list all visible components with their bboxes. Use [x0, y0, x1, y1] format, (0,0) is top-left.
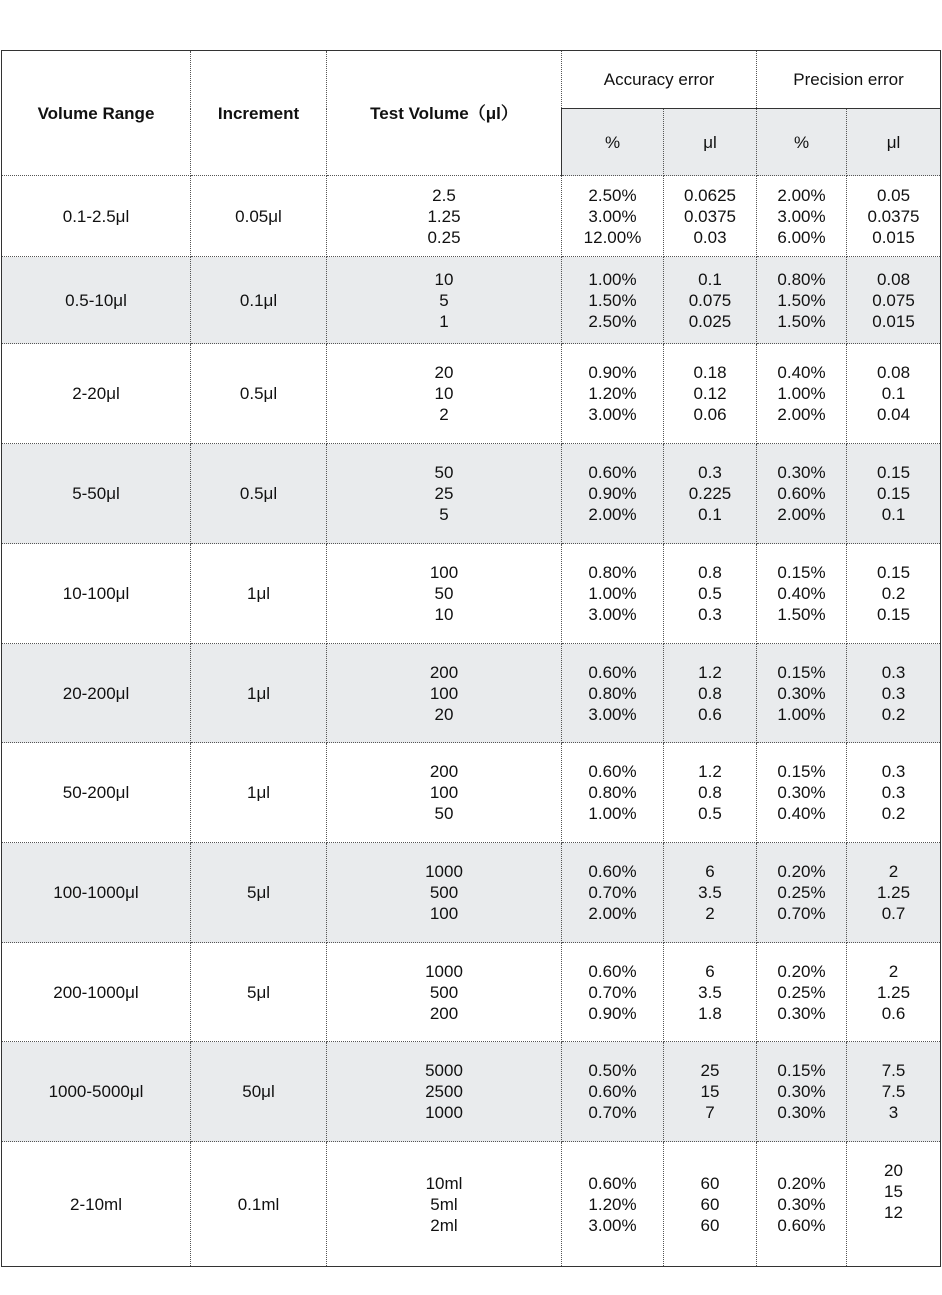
cell-precision-ul-line: 1.25 [876, 982, 911, 1002]
cell-volume-range: 2-10ml [2, 1142, 191, 1267]
cell-test-volume [327, 344, 562, 444]
cell-test-volume-line: 20 [434, 363, 454, 382]
cell-accuracy-percent-line: 0.60% [588, 1173, 637, 1193]
cell-precision-percent [757, 176, 847, 257]
cell-precision-ul-line: 0.3 [881, 662, 906, 682]
table-row [2, 257, 941, 344]
cell-precision-ul [847, 743, 941, 843]
cell-test-volume-line: 200 [429, 762, 459, 781]
cell-precision-percent-line: 1.00% [777, 704, 826, 724]
cell-test-volume [327, 544, 562, 644]
cell-accuracy-ul-line: 3.5 [698, 982, 722, 1002]
cell-accuracy-ul-line: 0.8 [698, 683, 722, 703]
table-row [2, 1142, 941, 1267]
cell-precision-percent-line: 0.40% [777, 804, 826, 823]
cell-test-volume-line: 100 [429, 683, 459, 703]
cell-precision-percent-line: 6.00% [777, 227, 826, 247]
cell-precision-ul [847, 843, 941, 943]
cell-precision-percent-line: 0.15% [777, 662, 826, 682]
cell-test-volume-line: 1000 [425, 862, 463, 881]
cell-accuracy-percent-line: 1.00% [588, 269, 637, 289]
header-precision-percent: % [757, 109, 847, 176]
cell-accuracy-ul-line: 3.5 [698, 883, 722, 902]
cell-accuracy-ul-line: 60 [700, 1194, 720, 1214]
cell-test-volume-line: 500 [429, 883, 459, 902]
cell-precision-percent-line: 0.70% [777, 904, 826, 923]
cell-accuracy-ul-line: 0.025 [688, 311, 732, 331]
cell-precision-ul-line: 0.015 [872, 311, 915, 331]
cell-precision-ul [847, 344, 941, 444]
cell-precision-percent-line: 1.50% [777, 311, 826, 331]
cell-precision-percent-line: 0.20% [777, 961, 826, 981]
cell-precision-ul-line: 0.15 [876, 463, 911, 482]
cell-accuracy-ul [664, 544, 757, 644]
cell-precision-ul-line: 0.15 [876, 563, 911, 582]
cell-accuracy-ul-line: 0.075 [688, 290, 732, 310]
cell-precision-percent-line: 0.40% [777, 584, 826, 603]
cell-precision-percent [757, 1042, 847, 1142]
cell-precision-ul-line: 0.2 [881, 584, 906, 603]
cell-test-volume [327, 1042, 562, 1142]
cell-precision-percent-line: 2.00% [777, 405, 826, 424]
cell-accuracy-percent-line: 0.70% [588, 883, 637, 902]
cell-precision-percent [757, 943, 847, 1042]
cell-precision-percent-line: 0.30% [777, 1082, 826, 1101]
cell-precision-percent-line: 0.25% [777, 883, 826, 902]
header-test-volume: Test Volume（μl） [327, 51, 562, 176]
cell-accuracy-ul-line: 0.225 [688, 484, 732, 503]
cell-accuracy-percent [562, 1142, 664, 1267]
header-precision-ul: μl [847, 109, 941, 176]
cell-precision-ul [847, 544, 941, 644]
cell-precision-ul-line: 0.075 [872, 290, 915, 310]
cell-volume-range: 50-200μl [2, 743, 191, 843]
cell-test-volume-line: 100 [429, 563, 459, 582]
cell-accuracy-percent [562, 444, 664, 544]
cell-accuracy-ul-line: 0.0375 [684, 206, 736, 226]
cell-accuracy-percent-line: 3.00% [588, 405, 637, 424]
cell-accuracy-ul [664, 444, 757, 544]
cell-precision-ul-line: 2 [888, 862, 899, 881]
cell-accuracy-percent-line: 0.70% [588, 1103, 637, 1122]
cell-test-volume-line: 1000 [425, 961, 463, 981]
cell-accuracy-percent-line: 0.90% [588, 363, 637, 382]
cell-test-volume-line: 50 [434, 463, 454, 482]
cell-increment: 50μl [191, 1042, 327, 1142]
cell-test-volume [327, 176, 562, 257]
cell-accuracy-percent-line: 0.60% [588, 463, 637, 482]
cell-test-volume-line: 5ml [430, 1194, 458, 1214]
cell-precision-ul-line: 12 [884, 1203, 903, 1222]
cell-accuracy-ul [664, 176, 757, 257]
cell-precision-ul-line: 0.15 [876, 605, 911, 624]
cell-precision-percent-line: 0.30% [777, 783, 826, 802]
cell-precision-percent [757, 644, 847, 743]
cell-precision-ul [847, 1042, 941, 1142]
cell-accuracy-percent [562, 257, 664, 344]
cell-increment: 0.1ml [191, 1142, 327, 1267]
cell-increment: 5μl [191, 843, 327, 943]
cell-precision-percent [757, 444, 847, 544]
cell-accuracy-ul-line: 1.8 [698, 1003, 722, 1023]
cell-accuracy-percent-line: 3.00% [588, 206, 637, 226]
cell-accuracy-percent-line: 2.50% [588, 311, 637, 331]
cell-accuracy-ul-line: 0.1 [698, 269, 722, 289]
cell-precision-ul-line: 0.08 [876, 269, 911, 289]
cell-precision-percent-line: 0.20% [777, 862, 826, 881]
cell-precision-percent-line: 0.30% [777, 463, 826, 482]
cell-accuracy-ul-line: 0.0625 [684, 185, 736, 205]
cell-accuracy-ul-line: 1.2 [698, 662, 722, 682]
cell-precision-percent-line: 0.80% [777, 269, 826, 289]
header-accuracy-ul: μl [664, 109, 757, 176]
cell-test-volume-line: 25 [434, 484, 454, 503]
cell-increment: 0.05μl [191, 176, 327, 257]
cell-accuracy-ul [664, 644, 757, 743]
cell-test-volume [327, 943, 562, 1042]
cell-accuracy-ul-line: 0.18 [693, 363, 727, 382]
cell-accuracy-percent-line: 0.90% [588, 484, 637, 503]
cell-precision-ul-line: 1.25 [876, 883, 911, 902]
cell-test-volume-line: 0.25 [427, 227, 461, 247]
cell-volume-range: 20-200μl [2, 644, 191, 743]
cell-accuracy-percent-line: 12.00% [583, 227, 642, 247]
cell-test-volume-line: 5 [439, 505, 449, 524]
cell-precision-percent-line: 0.15% [777, 762, 826, 781]
cell-test-volume [327, 444, 562, 544]
cell-volume-range: 1000-5000μl [2, 1042, 191, 1142]
cell-precision-ul [847, 444, 941, 544]
cell-precision-ul [847, 1142, 941, 1267]
cell-accuracy-percent-line: 2.50% [588, 185, 637, 205]
cell-precision-ul-line: 0.0375 [867, 206, 920, 226]
cell-accuracy-ul-line: 7 [705, 1103, 715, 1122]
cell-precision-ul-line: 0.1 [881, 505, 906, 524]
cell-accuracy-ul-line: 6 [705, 961, 715, 981]
cell-accuracy-ul-line: 0.8 [698, 783, 722, 802]
cell-test-volume-line: 500 [429, 982, 459, 1002]
cell-test-volume-line: 10 [434, 384, 454, 403]
table-row [2, 943, 941, 1042]
cell-accuracy-ul [664, 843, 757, 943]
cell-test-volume-line: 50 [434, 584, 454, 603]
cell-accuracy-percent-line: 1.00% [588, 584, 637, 603]
cell-accuracy-ul [664, 943, 757, 1042]
cell-precision-percent-line: 1.00% [777, 384, 826, 403]
table-body [2, 176, 941, 1267]
cell-accuracy-percent-line: 0.60% [588, 961, 637, 981]
cell-accuracy-percent [562, 743, 664, 843]
cell-accuracy-ul-line: 0.03 [693, 227, 727, 247]
cell-precision-percent-line: 2.00% [777, 185, 826, 205]
cell-accuracy-percent-line: 2.00% [588, 904, 637, 923]
table-row [2, 344, 941, 444]
header-accuracy-percent: % [562, 109, 664, 176]
cell-precision-percent-line: 3.00% [777, 206, 826, 226]
header-increment: Increment [191, 51, 327, 176]
cell-accuracy-ul-line: 0.3 [698, 605, 722, 624]
cell-test-volume-line: 5 [439, 290, 449, 310]
cell-accuracy-ul-line: 0.3 [698, 463, 722, 482]
header-accuracy-error: Accuracy error [562, 51, 757, 109]
cell-test-volume-line: 10ml [425, 1173, 463, 1193]
cell-precision-ul-line: 7.5 [881, 1061, 906, 1080]
cell-test-volume [327, 1142, 562, 1267]
pipette-spec-table [1, 50, 941, 1267]
cell-accuracy-percent-line: 1.00% [588, 804, 637, 823]
cell-precision-ul-line: 0.2 [881, 804, 906, 823]
cell-test-volume [327, 843, 562, 943]
cell-test-volume-line: 10 [434, 269, 454, 289]
cell-test-volume-line: 1000 [425, 1103, 463, 1122]
cell-accuracy-percent-line: 3.00% [588, 605, 637, 624]
cell-accuracy-ul [664, 344, 757, 444]
cell-precision-ul [847, 176, 941, 257]
cell-accuracy-ul-line: 0.1 [698, 505, 722, 524]
table-row [2, 444, 941, 544]
cell-increment: 1μl [191, 644, 327, 743]
cell-precision-ul-line: 0.04 [876, 405, 911, 424]
table-row [2, 1042, 941, 1142]
cell-accuracy-percent-line: 1.20% [588, 1194, 637, 1214]
cell-accuracy-ul-line: 6 [705, 862, 715, 881]
cell-test-volume-line: 2ml [430, 1215, 458, 1235]
table-row [2, 843, 941, 943]
cell-accuracy-percent-line: 0.80% [588, 683, 637, 703]
cell-increment: 0.1μl [191, 257, 327, 344]
cell-precision-ul-line: 15 [884, 1182, 903, 1201]
header-precision-error: Precision error [757, 51, 941, 109]
cell-increment: 0.5μl [191, 344, 327, 444]
cell-accuracy-percent [562, 644, 664, 743]
cell-test-volume-line: 2 [439, 405, 449, 424]
cell-precision-ul [847, 943, 941, 1042]
cell-accuracy-percent-line: 0.90% [588, 1003, 637, 1023]
cell-precision-percent-line: 0.25% [777, 982, 826, 1002]
cell-test-volume-line: 20 [434, 704, 454, 724]
cell-test-volume-line: 100 [429, 783, 459, 802]
cell-accuracy-ul-line: 0.5 [698, 804, 722, 823]
cell-precision-ul-line: 3 [888, 1103, 899, 1122]
cell-accuracy-ul [664, 1042, 757, 1142]
cell-precision-percent-line: 0.20% [777, 1173, 826, 1193]
cell-test-volume-line: 50 [434, 804, 454, 823]
cell-precision-percent [757, 1142, 847, 1267]
cell-accuracy-percent [562, 176, 664, 257]
cell-accuracy-ul-line: 0.5 [698, 584, 722, 603]
cell-accuracy-ul-line: 0.6 [698, 704, 722, 724]
table-row [2, 743, 941, 843]
cell-increment: 5μl [191, 943, 327, 1042]
cell-accuracy-ul-line: 60 [700, 1173, 720, 1193]
cell-precision-percent-line: 0.30% [777, 1003, 826, 1023]
cell-accuracy-percent-line: 1.20% [588, 384, 637, 403]
cell-precision-percent [757, 843, 847, 943]
cell-test-volume-line: 200 [429, 662, 459, 682]
cell-precision-ul-line: 0.1 [881, 384, 906, 403]
cell-volume-range: 10-100μl [2, 544, 191, 644]
cell-precision-percent-line: 0.30% [777, 683, 826, 703]
cell-precision-percent-line: 1.50% [777, 605, 826, 624]
cell-precision-percent [757, 344, 847, 444]
cell-test-volume-line: 2500 [425, 1082, 463, 1101]
cell-accuracy-percent-line: 0.80% [588, 783, 637, 802]
cell-precision-percent-line: 0.30% [777, 1194, 826, 1214]
cell-precision-percent-line: 0.60% [777, 1215, 826, 1235]
table-row [2, 544, 941, 644]
cell-accuracy-ul [664, 743, 757, 843]
cell-accuracy-percent-line: 2.00% [588, 505, 637, 524]
cell-accuracy-percent [562, 544, 664, 644]
cell-test-volume-line: 200 [429, 1003, 459, 1023]
cell-volume-range: 2-20μl [2, 344, 191, 444]
cell-accuracy-percent-line: 0.70% [588, 982, 637, 1002]
cell-test-volume-line: 5000 [425, 1061, 463, 1080]
cell-accuracy-ul-line: 0.8 [698, 563, 722, 582]
cell-test-volume [327, 257, 562, 344]
cell-volume-range: 5-50μl [2, 444, 191, 544]
cell-volume-range: 0.1-2.5μl [2, 176, 191, 257]
cell-test-volume-line: 10 [434, 605, 454, 624]
cell-accuracy-percent [562, 843, 664, 943]
cell-precision-percent-line: 0.30% [777, 1103, 826, 1122]
cell-accuracy-percent-line: 0.60% [588, 1082, 637, 1101]
cell-accuracy-ul-line: 2 [705, 904, 715, 923]
cell-volume-range: 0.5-10μl [2, 257, 191, 344]
cell-precision-ul-line: 0.2 [881, 704, 906, 724]
cell-precision-percent [757, 743, 847, 843]
cell-accuracy-percent-line: 0.60% [588, 662, 637, 682]
cell-accuracy-ul-line: 25 [700, 1061, 720, 1080]
header-volume-range: Volume Range [2, 51, 191, 176]
cell-precision-ul [847, 644, 941, 743]
table-row [2, 644, 941, 743]
cell-precision-ul-line: 20 [884, 1161, 903, 1180]
cell-precision-ul-line: 0.05 [876, 185, 911, 205]
cell-test-volume [327, 644, 562, 743]
cell-increment: 0.5μl [191, 444, 327, 544]
cell-precision-percent-line: 1.50% [777, 290, 826, 310]
cell-precision-ul-line: 0.6 [881, 1003, 906, 1023]
cell-precision-ul-line: 2 [888, 961, 899, 981]
cell-precision-percent-line: 0.15% [777, 563, 826, 582]
cell-precision-ul [847, 257, 941, 344]
table-row [2, 176, 941, 257]
cell-increment: 1μl [191, 544, 327, 644]
cell-volume-range: 100-1000μl [2, 843, 191, 943]
cell-accuracy-percent [562, 1042, 664, 1142]
cell-test-volume-line: 1.25 [427, 206, 461, 226]
cell-accuracy-ul-line: 60 [700, 1215, 720, 1235]
cell-precision-percent-line: 0.15% [777, 1061, 826, 1080]
cell-accuracy-percent-line: 1.50% [588, 290, 637, 310]
cell-precision-percent-line: 0.60% [777, 484, 826, 503]
cell-precision-percent-line: 2.00% [777, 505, 826, 524]
cell-test-volume-line: 1 [439, 311, 449, 331]
cell-precision-ul-line: 0.3 [881, 683, 906, 703]
cell-precision-ul-line: 0.15 [876, 484, 911, 503]
cell-accuracy-percent-line: 3.00% [588, 1215, 637, 1235]
cell-precision-percent-line: 0.40% [777, 363, 826, 382]
cell-accuracy-percent-line: 3.00% [588, 704, 637, 724]
cell-accuracy-ul [664, 1142, 757, 1267]
cell-increment: 1μl [191, 743, 327, 843]
cell-accuracy-ul-line: 1.2 [698, 762, 722, 781]
cell-precision-ul-line: 7.5 [881, 1082, 906, 1101]
cell-accuracy-percent [562, 943, 664, 1042]
cell-accuracy-percent-line: 0.60% [588, 862, 637, 881]
cell-precision-ul-line: 0.3 [881, 783, 906, 802]
cell-precision-percent [757, 544, 847, 644]
cell-accuracy-ul-line: 0.06 [693, 405, 727, 424]
cell-precision-percent [757, 257, 847, 344]
cell-test-volume [327, 743, 562, 843]
cell-test-volume-line: 2.5 [432, 185, 456, 205]
cell-accuracy-percent-line: 0.80% [588, 563, 637, 582]
cell-accuracy-ul-line: 0.12 [693, 384, 727, 403]
cell-accuracy-percent [562, 344, 664, 444]
cell-precision-ul-line: 0.08 [876, 363, 911, 382]
cell-precision-ul-line: 0.3 [881, 762, 906, 781]
cell-accuracy-ul-line: 15 [700, 1082, 720, 1101]
cell-accuracy-ul [664, 257, 757, 344]
cell-volume-range: 200-1000μl [2, 943, 191, 1042]
cell-precision-ul-line: 0.015 [872, 227, 915, 247]
cell-precision-ul-line: 0.7 [881, 904, 906, 923]
cell-accuracy-percent-line: 0.60% [588, 762, 637, 781]
cell-test-volume-line: 100 [429, 904, 459, 923]
cell-accuracy-percent-line: 0.50% [588, 1061, 637, 1080]
